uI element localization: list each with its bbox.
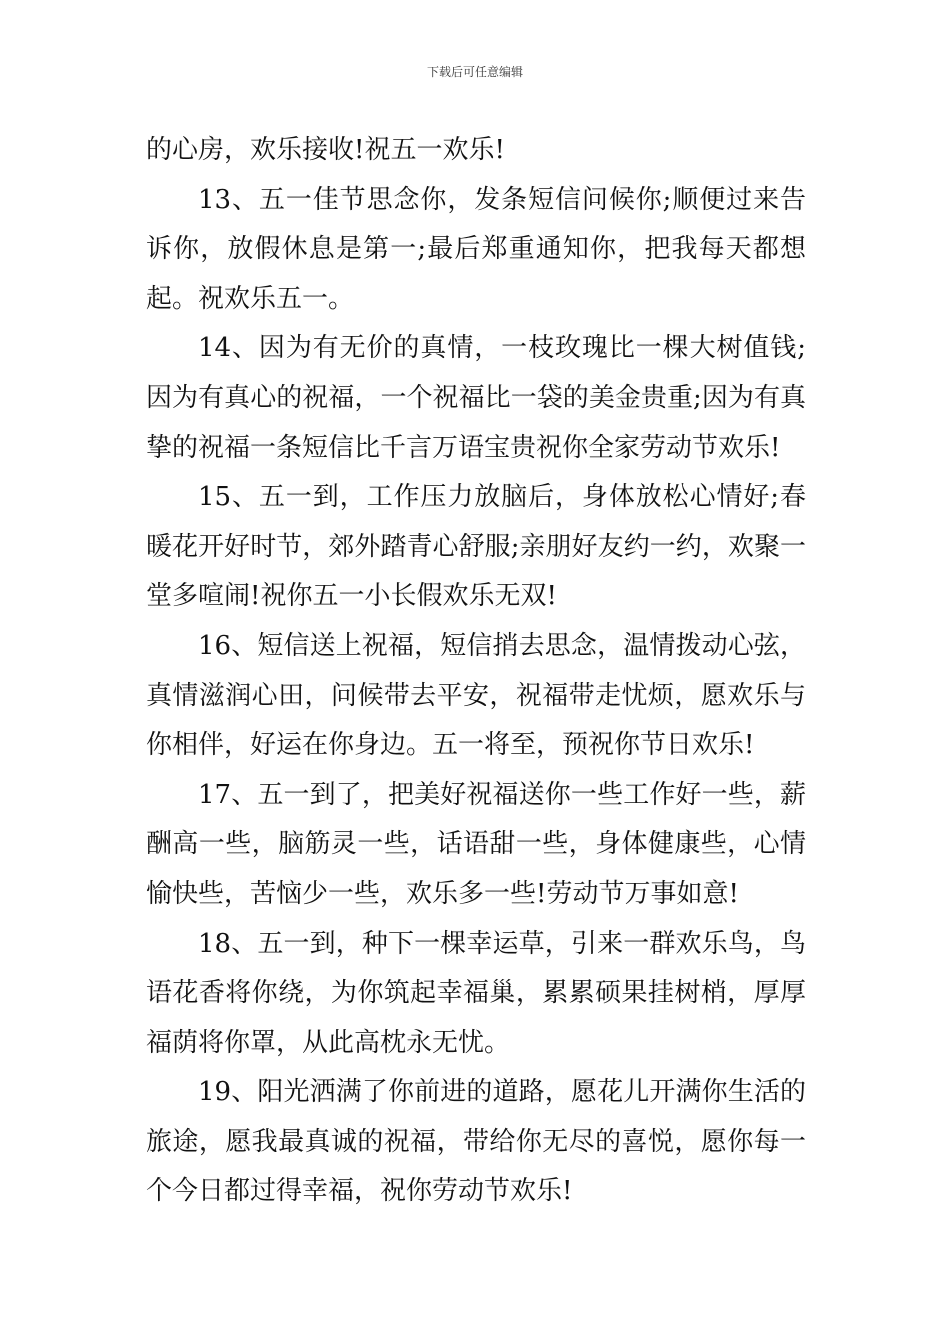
paragraph-15: 15、五一到，工作压力放脑后，身体放松心情好;春暖花开好时节，郊外踏青心舒服;亲朋好友约一约，欢聚一堂多喧闹!祝你五一小长假欢乐无双! [146,482,806,612]
paragraph-18: 18、五一到，种下一棵幸运草，引来一群欢乐鸟，鸟语花香将你绕，为你筑起幸福巢，累累硕果挂树梢，厚厚福荫将你罩，从此高枕永无忧。 [146,928,806,1058]
document-body [146,126,806,1217]
paragraph-13: 13、五一佳节思念你，发条短信问候你;顺便过来告诉你，放假休息是第一;最后郑重通知你，把我每天都想起。祝欢乐五一。 [146,184,806,314]
paragraph-16: 16、短信送上祝福，短信捎去思念，温情拨动心弦，真情滋润心田，问候带去平安，祝福带走忧烦，愿欢乐与你相伴，好运在你身边。五一将至，预祝你节日欢乐! [146,630,806,761]
paragraph-19: 19、阳光洒满了你前进的道路，愿花儿开满你生活的旅途，愿我最真诚的祝福，带给你无尽的喜悦，愿你每一个今日都过得幸福，祝你劳动节欢乐! [146,1077,806,1207]
paragraph-17: 17、五一到了，把美好祝福送你一些工作好一些，薪酬高一些，脑筋灵一些，话语甜一些，身体健康些，心情愉快些，苦恼少一些，欢乐多一些!劳动节万事如意! [146,779,806,909]
page-header-note: 下载后可任意编辑 [426,65,523,79]
paragraph-continuation: 的心房，欢乐接收!祝五一欢乐! [146,135,505,165]
paragraph-14: 14、因为有无价的真情，一枝玫瑰比一棵大树值钱;因为有真心的祝福，一个祝福比一袋的美金贵重;因为有真挚的祝福一条短信比千言万语宝贵祝你全家劳动节欢乐! [146,333,806,463]
